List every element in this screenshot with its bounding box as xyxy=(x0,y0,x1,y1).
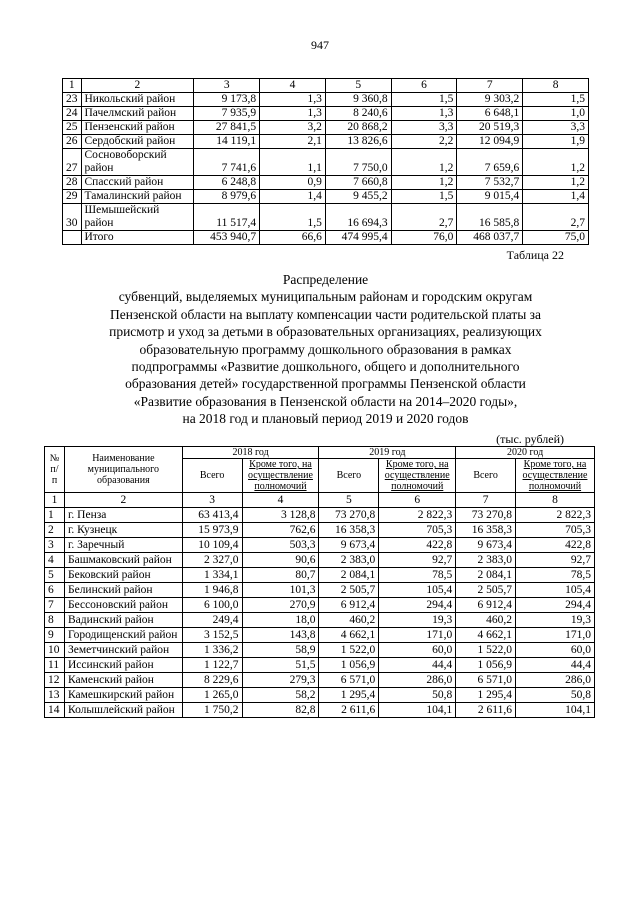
row-number: 30 xyxy=(63,204,82,231)
value-cell: 1,5 xyxy=(391,190,457,204)
table-row xyxy=(45,523,595,538)
value-cell: 3 152,5 xyxy=(182,628,242,643)
value-cell: 16 694,3 xyxy=(325,204,391,231)
col-num: 2 xyxy=(64,493,182,508)
value-cell: 73 270,8 xyxy=(319,508,379,523)
table-row xyxy=(45,553,595,568)
value-cell: 73 270,8 xyxy=(456,508,516,523)
value-cell: 1 122,7 xyxy=(182,658,242,673)
header-num: № п/п xyxy=(45,447,65,493)
value-cell: 9 673,4 xyxy=(456,538,516,553)
row-name: г. Пенза xyxy=(64,508,182,523)
row-number: 7 xyxy=(45,598,65,613)
col-num: 4 xyxy=(242,493,319,508)
value-cell: 705,3 xyxy=(515,523,594,538)
value-cell: 9 015,4 xyxy=(457,190,523,204)
value-cell: 1 522,0 xyxy=(319,643,379,658)
value-cell: 1 265,0 xyxy=(182,688,242,703)
table-row xyxy=(45,688,595,703)
value-cell: 2 327,0 xyxy=(182,553,242,568)
value-cell: 2 084,1 xyxy=(456,568,516,583)
header-year-2020: 2020 год xyxy=(456,447,595,459)
value-cell: 270,9 xyxy=(242,598,319,613)
header-total: Всего xyxy=(456,459,516,493)
value-cell: 1,4 xyxy=(260,190,326,204)
value-cell: 1,2 xyxy=(523,149,589,176)
value-cell: 50,8 xyxy=(515,688,594,703)
table-row xyxy=(63,135,589,149)
row-name: Тамалинский район xyxy=(81,190,194,204)
value-cell: 7 750,0 xyxy=(325,149,391,176)
row-number: 26 xyxy=(63,135,82,149)
value-cell: 294,4 xyxy=(379,598,456,613)
value-cell: 6 912,4 xyxy=(456,598,516,613)
title-line: «Развитие образования в Пензенской области на 2014–2020 годы», xyxy=(133,393,518,409)
value-cell: 9 303,2 xyxy=(457,93,523,107)
value-cell: 503,3 xyxy=(242,538,319,553)
value-cell: 16 585,8 xyxy=(457,204,523,231)
value-cell: 16 358,3 xyxy=(319,523,379,538)
value-cell: 4 662,1 xyxy=(456,628,516,643)
table-row xyxy=(45,703,595,718)
value-cell: 58,2 xyxy=(242,688,319,703)
table-row xyxy=(45,538,595,553)
column-number-row xyxy=(63,79,589,93)
value-cell: 9 673,4 xyxy=(319,538,379,553)
units-label: (тыс. рублей) xyxy=(496,432,564,446)
value-cell: 15 973,9 xyxy=(182,523,242,538)
header-total: Всего xyxy=(182,459,242,493)
value-cell: 19,3 xyxy=(379,613,456,628)
table-row xyxy=(45,643,595,658)
value-cell: 9 455,2 xyxy=(325,190,391,204)
row-name: г. Кузнецк xyxy=(64,523,182,538)
value-cell: 6 100,0 xyxy=(182,598,242,613)
value-cell: 422,8 xyxy=(379,538,456,553)
row-name: Каменский район xyxy=(64,673,182,688)
header-extra: Кроме того, на осуществление полномочий xyxy=(379,459,456,493)
value-cell: 2 611,6 xyxy=(319,703,379,718)
value-cell: 8 240,6 xyxy=(325,107,391,121)
value-cell: 16 358,3 xyxy=(456,523,516,538)
value-cell: 1,5 xyxy=(260,204,326,231)
col-num: 6 xyxy=(379,493,456,508)
table-row xyxy=(45,673,595,688)
value-cell: 20 519,3 xyxy=(457,121,523,135)
row-number: 10 xyxy=(45,643,65,658)
value-cell: 60,0 xyxy=(515,643,594,658)
table-row xyxy=(63,93,589,107)
value-cell: 279,3 xyxy=(242,673,319,688)
value-cell: 3 128,8 xyxy=(242,508,319,523)
value-cell: 1,2 xyxy=(391,176,457,190)
value-cell: 1,5 xyxy=(391,93,457,107)
value-cell: 1 522,0 xyxy=(456,643,516,658)
row-name: Итого xyxy=(81,231,194,245)
value-cell: 44,4 xyxy=(379,658,456,673)
value-cell: 80,7 xyxy=(242,568,319,583)
row-name: Никольский район xyxy=(81,93,194,107)
value-cell: 27 841,5 xyxy=(194,121,260,135)
column-number-row xyxy=(45,493,595,508)
value-cell: 1 056,9 xyxy=(319,658,379,673)
value-cell: 90,6 xyxy=(242,553,319,568)
value-cell: 105,4 xyxy=(515,583,594,598)
title-line: подпрограммы «Развитие дошкольного, общего и дополнительного xyxy=(131,359,520,375)
value-cell: 171,0 xyxy=(379,628,456,643)
row-name: Городищенский район xyxy=(64,628,182,643)
value-cell: 18,0 xyxy=(242,613,319,628)
title-line: присмотр и уход за детьми в образовательных организациях, реализующих xyxy=(109,324,542,340)
value-cell: 2 822,3 xyxy=(515,508,594,523)
value-cell: 10 109,4 xyxy=(182,538,242,553)
value-cell: 7 532,7 xyxy=(457,176,523,190)
title-line: субвенций, выделяемых муниципальным районам и городским округам xyxy=(118,289,533,305)
value-cell: 7 659,6 xyxy=(457,149,523,176)
col-num: 7 xyxy=(456,493,516,508)
value-cell: 20 868,2 xyxy=(325,121,391,135)
row-name: г. Заречный xyxy=(64,538,182,553)
value-cell: 762,6 xyxy=(242,523,319,538)
row-name: Белинский район xyxy=(64,583,182,598)
table-row xyxy=(45,628,595,643)
value-cell: 104,1 xyxy=(379,703,456,718)
value-cell: 11 517,4 xyxy=(194,204,260,231)
value-cell: 6 571,0 xyxy=(456,673,516,688)
row-number: 11 xyxy=(45,658,65,673)
col-num: 7 xyxy=(457,79,523,93)
value-cell: 1,1 xyxy=(260,149,326,176)
header-name: Наименование муниципального образования xyxy=(64,447,182,493)
value-cell: 105,4 xyxy=(379,583,456,598)
col-num: 5 xyxy=(325,79,391,93)
value-cell: 1,3 xyxy=(260,107,326,121)
value-cell: 3,2 xyxy=(260,121,326,135)
table-row xyxy=(63,176,589,190)
title-line: Распределение xyxy=(282,272,369,287)
value-cell: 7 935,9 xyxy=(194,107,260,121)
table-row xyxy=(45,583,595,598)
value-cell: 60,0 xyxy=(379,643,456,658)
value-cell: 13 826,6 xyxy=(325,135,391,149)
col-num: 2 xyxy=(81,79,194,93)
value-cell: 2 611,6 xyxy=(456,703,516,718)
value-cell: 171,0 xyxy=(515,628,594,643)
value-cell: 2 383,0 xyxy=(456,553,516,568)
header-extra: Кроме того, на осуществление полномочий xyxy=(242,459,319,493)
title-line: Пензенской области на выплату компенсации части родительской платы за xyxy=(109,306,542,322)
row-name: Земетчинский район xyxy=(64,643,182,658)
value-cell: 8 979,6 xyxy=(194,190,260,204)
value-cell: 3,3 xyxy=(391,121,457,135)
header-extra: Кроме того, на осуществление полномочий xyxy=(515,459,594,493)
row-name: Бековский район xyxy=(64,568,182,583)
document-title xyxy=(62,271,589,428)
row-number: 8 xyxy=(45,613,65,628)
row-name: Шемышейский район xyxy=(81,204,194,231)
row-name: Камешкирский район xyxy=(64,688,182,703)
row-number: 2 xyxy=(45,523,65,538)
table-row xyxy=(45,658,595,673)
value-cell: 14 119,1 xyxy=(194,135,260,149)
value-cell: 1 750,2 xyxy=(182,703,242,718)
row-number: 28 xyxy=(63,176,82,190)
value-cell: 92,7 xyxy=(379,553,456,568)
value-cell: 2 383,0 xyxy=(319,553,379,568)
table-row xyxy=(63,107,589,121)
row-number: 1 xyxy=(45,508,65,523)
value-cell: 1 336,2 xyxy=(182,643,242,658)
row-number: 29 xyxy=(63,190,82,204)
value-cell: 9 360,8 xyxy=(325,93,391,107)
value-cell: 1,4 xyxy=(523,190,589,204)
row-number: 13 xyxy=(45,688,65,703)
value-cell: 468 037,7 xyxy=(457,231,523,245)
value-cell: 7 741,6 xyxy=(194,149,260,176)
table-row xyxy=(63,231,589,245)
value-cell: 78,5 xyxy=(379,568,456,583)
value-cell: 58,9 xyxy=(242,643,319,658)
row-number: 5 xyxy=(45,568,65,583)
row-number: 25 xyxy=(63,121,82,135)
value-cell: 2,7 xyxy=(391,204,457,231)
continuation-table xyxy=(62,78,589,245)
value-cell: 422,8 xyxy=(515,538,594,553)
value-cell: 460,2 xyxy=(319,613,379,628)
title-line: образования детей» государственной программы Пензенской области xyxy=(125,376,526,392)
title-line: образовательную программу дошкольного образования в рамках xyxy=(139,341,512,357)
value-cell: 4 662,1 xyxy=(319,628,379,643)
col-num: 1 xyxy=(45,493,65,508)
row-name: Башмаковский район xyxy=(64,553,182,568)
value-cell: 76,0 xyxy=(391,231,457,245)
row-number: 3 xyxy=(45,538,65,553)
value-cell: 78,5 xyxy=(515,568,594,583)
table-row xyxy=(63,149,589,176)
value-cell: 50,8 xyxy=(379,688,456,703)
header-row-years xyxy=(45,447,595,459)
value-cell: 2 822,3 xyxy=(379,508,456,523)
value-cell: 19,3 xyxy=(515,613,594,628)
value-cell: 2 084,1 xyxy=(319,568,379,583)
title-line: на 2018 год и плановый период 2019 и 2020 годов xyxy=(182,411,469,427)
value-cell: 101,3 xyxy=(242,583,319,598)
value-cell: 104,1 xyxy=(515,703,594,718)
row-name: Пачелмский район xyxy=(81,107,194,121)
row-name: Иссинский район xyxy=(64,658,182,673)
value-cell: 9 173,8 xyxy=(194,93,260,107)
row-name: Спасский район xyxy=(81,176,194,190)
subsidy-table xyxy=(44,446,595,718)
value-cell: 1 334,1 xyxy=(182,568,242,583)
value-cell: 7 660,8 xyxy=(325,176,391,190)
value-cell: 2,7 xyxy=(523,204,589,231)
value-cell: 12 094,9 xyxy=(457,135,523,149)
row-number: 23 xyxy=(63,93,82,107)
row-name: Колышлейский район xyxy=(64,703,182,718)
value-cell: 286,0 xyxy=(515,673,594,688)
value-cell: 3,3 xyxy=(523,121,589,135)
value-cell: 66,6 xyxy=(260,231,326,245)
value-cell: 6 648,1 xyxy=(457,107,523,121)
row-name: Сердобский район xyxy=(81,135,194,149)
table-row xyxy=(63,190,589,204)
value-cell: 6 912,4 xyxy=(319,598,379,613)
value-cell: 249,4 xyxy=(182,613,242,628)
row-name: Сосновоборский район xyxy=(81,149,194,176)
table-row xyxy=(63,204,589,231)
row-name: Бессоновский район xyxy=(64,598,182,613)
table-row xyxy=(63,121,589,135)
row-name: Вадинский район xyxy=(64,613,182,628)
value-cell: 82,8 xyxy=(242,703,319,718)
value-cell: 2,2 xyxy=(391,135,457,149)
value-cell: 6 248,8 xyxy=(194,176,260,190)
value-cell: 1 056,9 xyxy=(456,658,516,673)
value-cell: 1,5 xyxy=(523,93,589,107)
col-num: 3 xyxy=(194,79,260,93)
row-number: 12 xyxy=(45,673,65,688)
row-number: 24 xyxy=(63,107,82,121)
value-cell: 460,2 xyxy=(456,613,516,628)
table-caption: Таблица 22 xyxy=(506,248,564,262)
value-cell: 2,1 xyxy=(260,135,326,149)
value-cell: 1,2 xyxy=(523,176,589,190)
col-num: 8 xyxy=(515,493,594,508)
value-cell: 44,4 xyxy=(515,658,594,673)
table-row xyxy=(45,508,595,523)
row-number: 4 xyxy=(45,553,65,568)
header-year-2018: 2018 год xyxy=(182,447,319,459)
value-cell: 286,0 xyxy=(379,673,456,688)
value-cell: 63 413,4 xyxy=(182,508,242,523)
value-cell: 474 995,4 xyxy=(325,231,391,245)
table-row xyxy=(45,568,595,583)
value-cell: 0,9 xyxy=(260,176,326,190)
value-cell: 2 505,7 xyxy=(319,583,379,598)
value-cell: 453 940,7 xyxy=(194,231,260,245)
header-total: Всего xyxy=(319,459,379,493)
value-cell: 1,0 xyxy=(523,107,589,121)
value-cell: 1 946,8 xyxy=(182,583,242,598)
row-name: Пензенский район xyxy=(81,121,194,135)
value-cell: 294,4 xyxy=(515,598,594,613)
value-cell: 51,5 xyxy=(242,658,319,673)
value-cell: 1,3 xyxy=(260,93,326,107)
value-cell: 75,0 xyxy=(523,231,589,245)
row-number: 6 xyxy=(45,583,65,598)
row-number: 14 xyxy=(45,703,65,718)
col-num: 4 xyxy=(260,79,326,93)
value-cell: 1 295,4 xyxy=(456,688,516,703)
value-cell: 1,2 xyxy=(391,149,457,176)
row-number: 27 xyxy=(63,149,82,176)
page-number: 947 xyxy=(311,38,329,52)
row-number xyxy=(63,231,82,245)
table-row xyxy=(45,598,595,613)
value-cell: 8 229,6 xyxy=(182,673,242,688)
value-cell: 1,9 xyxy=(523,135,589,149)
value-cell: 143,8 xyxy=(242,628,319,643)
col-num: 3 xyxy=(182,493,242,508)
value-cell: 1 295,4 xyxy=(319,688,379,703)
col-num: 6 xyxy=(391,79,457,93)
col-num: 5 xyxy=(319,493,379,508)
table-row xyxy=(45,613,595,628)
col-num: 1 xyxy=(63,79,82,93)
value-cell: 705,3 xyxy=(379,523,456,538)
col-num: 8 xyxy=(523,79,589,93)
header-year-2019: 2019 год xyxy=(319,447,456,459)
value-cell: 1,3 xyxy=(391,107,457,121)
row-number: 9 xyxy=(45,628,65,643)
value-cell: 92,7 xyxy=(515,553,594,568)
value-cell: 2 505,7 xyxy=(456,583,516,598)
value-cell: 6 571,0 xyxy=(319,673,379,688)
